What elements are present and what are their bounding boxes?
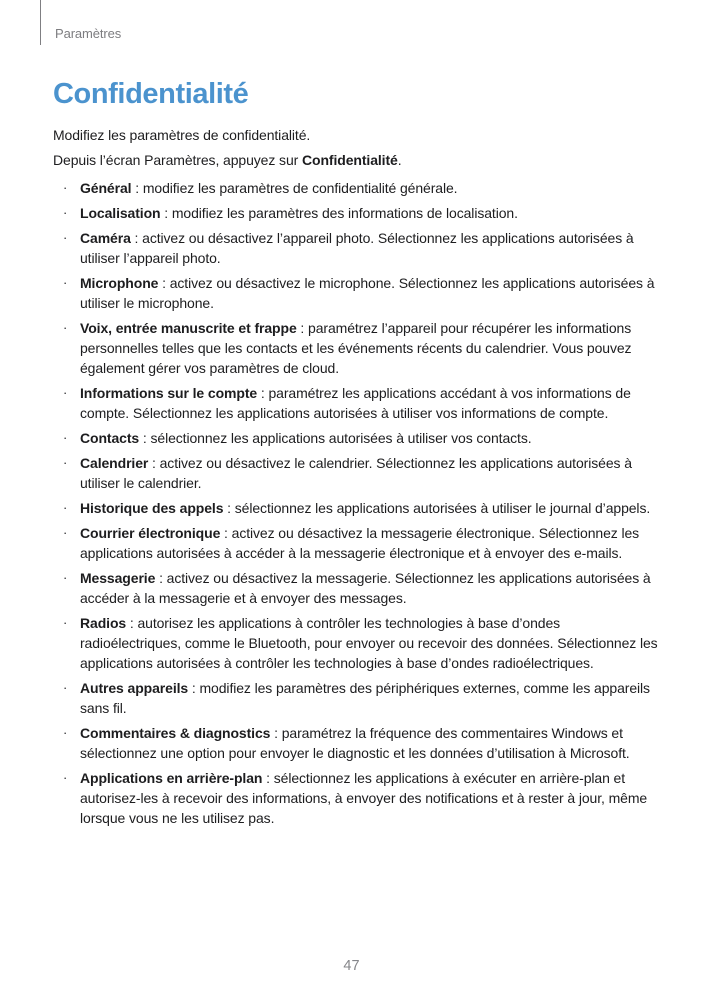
intro-paragraph: Modifiez les paramètres de confidentialité. <box>53 127 311 143</box>
list-item <box>53 523 659 563</box>
setting-term: Radios <box>80 615 127 631</box>
bullet-icon: · <box>63 385 68 400</box>
bullet-icon: · <box>63 525 68 540</box>
list-item <box>53 318 659 378</box>
setting-term: Informations sur le compte <box>80 385 258 401</box>
setting-description: : activez ou désactivez le microphone. Sélectionnez les applications autorisées à utiliser le microphone. <box>80 275 655 311</box>
setting-term: Microphone <box>80 275 159 291</box>
setting-term: Applications en arrière-plan <box>80 770 263 786</box>
setting-description: : activez ou désactivez l’appareil photo. Sélectionnez les applications autorisées à utiliser l’appareil photo. <box>80 230 634 266</box>
bullet-icon: · <box>63 615 68 630</box>
setting-description: : modifiez les paramètres de confidentialité générale. <box>131 180 458 196</box>
setting-description: : paramétrez l’appareil pour récupérer les informations personnelles telles que les contacts et les événements récents du calendrier. Vous pouvez également gérer vos paramètres de cloud. <box>80 320 632 376</box>
bullet-icon: · <box>63 180 68 195</box>
chapter-divider-line <box>40 0 41 45</box>
list-item <box>53 723 659 763</box>
setting-description: : activez ou désactivez le calendrier. Sélectionnez les applications autorisées à utiliser le calendrier. <box>80 455 632 491</box>
setting-description: : autorisez les applications à contrôler les technologies à base d’ondes radioélectriques, comme le Bluetooth, pour envoyer ou recevoir des données. Sélectionnez les applications autorisées à contrôler les technologies à base d’ondes radioélectriques. <box>80 615 658 671</box>
list-item <box>53 498 659 518</box>
setting-description: : paramétrez la fréquence des commentaires Windows et sélectionnez une option pour envoyer le diagnostic et les données d’utilisation à Microsoft. <box>80 725 630 761</box>
setting-term: Voix, entrée manuscrite et frappe <box>80 320 297 336</box>
bullet-icon: · <box>63 205 68 220</box>
list-item <box>53 453 659 493</box>
setting-description: : paramétrez les applications accédant à vos informations de compte. Sélectionnez les applications autorisées à utiliser vos informations de compte. <box>80 385 631 421</box>
setting-term: Contacts <box>80 430 140 446</box>
setting-term: Messagerie <box>80 570 156 586</box>
bullet-icon: · <box>63 500 68 515</box>
bullet-icon: · <box>63 275 68 290</box>
page-content <box>53 78 659 833</box>
chapter-breadcrumb: Paramètres <box>55 26 122 41</box>
list-item <box>53 178 659 198</box>
page-title: Confidentialité <box>53 78 249 110</box>
bullet-icon: · <box>63 320 68 335</box>
bullet-icon: · <box>63 770 68 785</box>
setting-term: Caméra <box>80 230 131 246</box>
intro-paragraph-instruction <box>53 150 659 170</box>
setting-description: : activez ou désactivez la messagerie. Sélectionnez les applications autorisées à accéder à la messagerie et à envoyer des messages. <box>80 570 651 606</box>
setting-description: : modifiez les paramètres des périphériques externes, comme les appareils sans fil. <box>80 680 650 716</box>
list-item <box>53 428 659 448</box>
setting-description: : sélectionnez les applications autorisées à utiliser vos contacts. <box>139 430 532 446</box>
settings-list <box>53 178 659 828</box>
setting-term: Commentaires & diagnostics <box>80 725 271 741</box>
list-item <box>53 203 659 223</box>
list-item <box>53 613 659 673</box>
setting-term: Historique des appels <box>80 500 224 516</box>
bullet-icon: · <box>63 455 68 470</box>
setting-term: Localisation <box>80 205 161 221</box>
instruction-text-post: . <box>397 152 402 168</box>
bullet-icon: · <box>63 680 68 695</box>
bullet-icon: · <box>63 725 68 740</box>
bullet-icon: · <box>63 430 68 445</box>
setting-description: : sélectionnez les applications à exécuter en arrière-plan et autorisez-les à recevoir des informations, à envoyer des notifications et à rester à jour, même lorsque vous ne les utilisez pas. <box>80 770 648 826</box>
instruction-bold-term: Confidentialité <box>302 152 398 168</box>
list-item <box>53 568 659 608</box>
list-item <box>53 273 659 313</box>
setting-description: : modifiez les paramètres des informations de localisation. <box>160 205 518 221</box>
setting-description: : sélectionnez les applications autorisées à utiliser le journal d’appels. <box>223 500 651 516</box>
setting-description: : activez ou désactivez la messagerie électronique. Sélectionnez les applications autorisées à accéder à la messagerie électronique et à envoyer des e-mails. <box>80 525 640 561</box>
page-number: 47 <box>343 958 360 974</box>
setting-term: Général <box>80 180 132 196</box>
bullet-icon: · <box>63 230 68 245</box>
bullet-icon: · <box>63 570 68 585</box>
setting-term: Autres appareils <box>80 680 189 696</box>
list-item <box>53 768 659 828</box>
setting-term: Calendrier <box>80 455 149 471</box>
list-item <box>53 228 659 268</box>
instruction-text-pre: Depuis l’écran Paramètres, appuyez sur <box>53 152 302 168</box>
list-item <box>53 383 659 423</box>
list-item <box>53 678 659 718</box>
setting-term: Courrier électronique <box>80 525 221 541</box>
